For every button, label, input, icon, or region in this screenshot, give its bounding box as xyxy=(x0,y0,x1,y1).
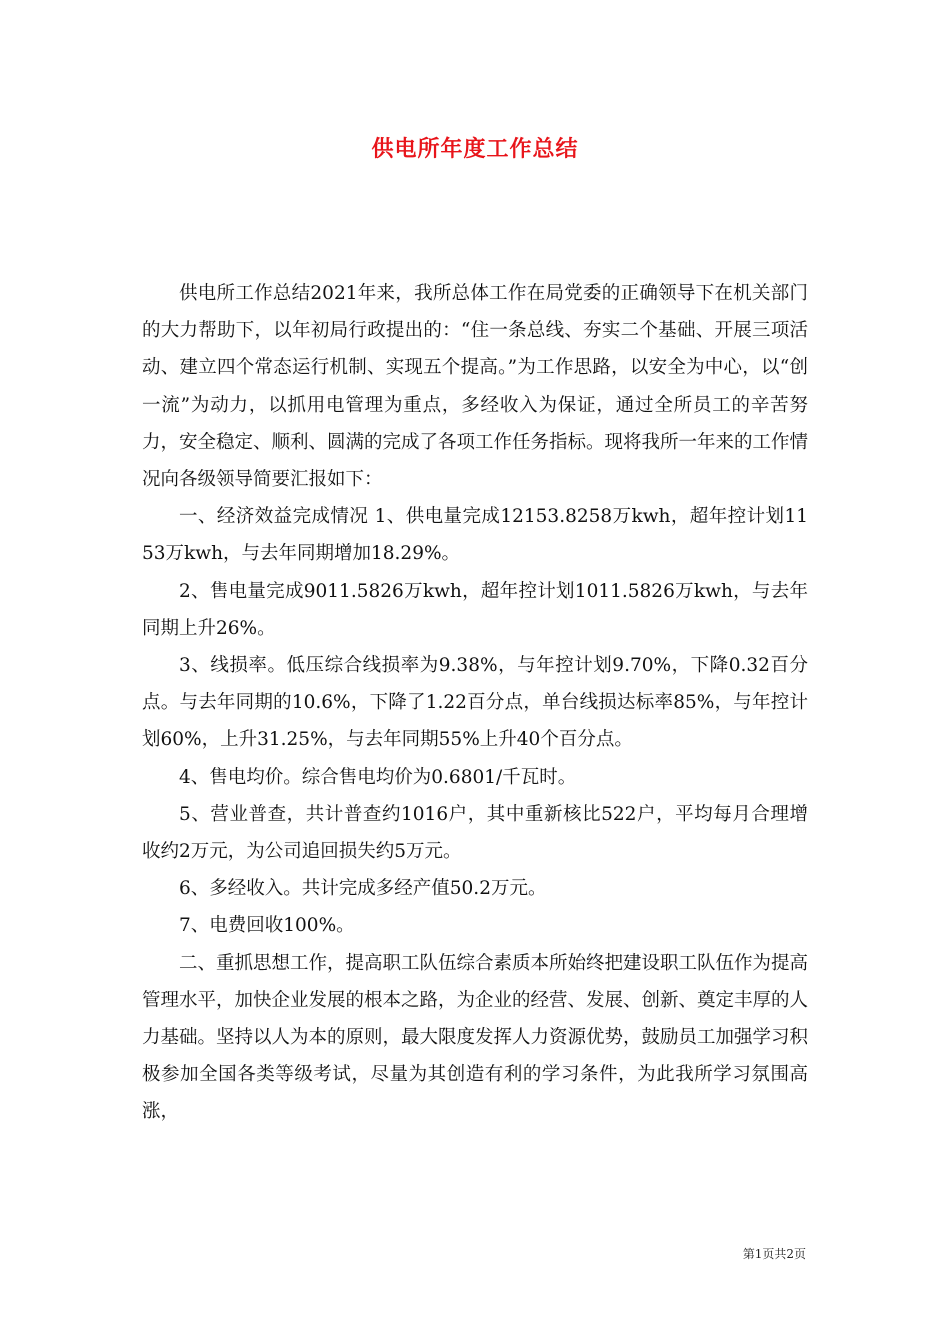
paragraph-item-5: 5、营业普查，共计普查约1016户，其中重新核比522户，平均每月合理增收约2万元，为公司追回损失约5万元。 xyxy=(142,803,808,863)
paragraph-item-2: 2、售电量完成9011.5826万kwh，超年控计划1011.5826万kwh，与去年同期上升26%。 xyxy=(142,580,808,639)
paragraph-item-7: 7、电费回收100%。 xyxy=(179,915,355,937)
document-body xyxy=(142,275,808,1131)
paragraph-item-1: 一、经济效益完成情况 1、供电量完成12153.8258万kwh，超年控计划1153万kwh，与去年同期增加18.29%。 xyxy=(142,506,808,565)
page-number-indicator: 第1页共2页 xyxy=(742,1247,806,1261)
paragraph-section-2: 二、重抓思想工作，提高职工队伍综合素质本所始终把建设职工队伍作为提高管理水平，加快企业发展的根本之路，为企业的经营、发展、创新、奠定丰厚的人力基础。坚持以人为本的原则，最大限度发挥人力资源优势，鼓励员工加强学习积极参加全国各类等级考试，尽量为其创造有利的学习条件，为此我所学习氛围高涨， xyxy=(142,952,809,1123)
document-title: 供电所年度工作总结 xyxy=(371,136,579,162)
paragraph-item-6: 6、多经收入。共计完成多经产值50.2万元。 xyxy=(179,878,547,900)
paragraph-item-4: 4、售电均价。综合售电均价为0.6801/千瓦时。 xyxy=(179,766,577,788)
paragraph-item-3: 3、线损率。低压综合线损率为9.38%，与年控计划9.70%，下降0.32百分点。与去年同期的10.6%，下降了1.22百分点，单台线损达标率85%，与年控计划60%，上升31.25%，与去年同期55%上升40个百分点。 xyxy=(142,655,808,751)
paragraph-intro: 供电所工作总结2021年来，我所总体工作在局党委的正确领导下在机关部门的大力帮助下，以年初局行政提出的：“住一条总线、夯实二个基础、开展三项活动、建立四个常态运行机制、实现五个提高。”为工作思路，以安全为中心，以“创一流”为动力，以抓用电管理为重点，多经收入为保证，通过全所员工的辛苦努力，安全稳定、顺利、圆满的完成了各项工作任务指标。现将我所一年来的工作情况向各级领导简要汇报如下： xyxy=(142,283,809,491)
